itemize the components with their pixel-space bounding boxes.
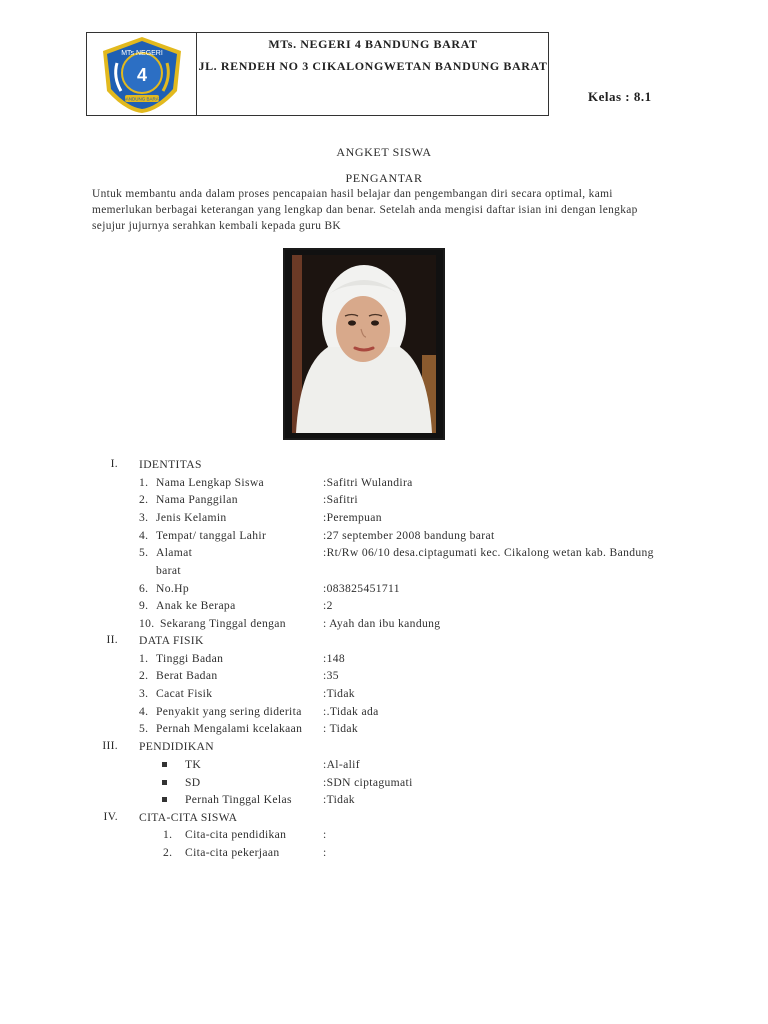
field-label: Anak ke Berapa [156, 599, 236, 612]
page-title: ANGKET SISWA [336, 145, 432, 159]
field-label: SD [185, 776, 201, 789]
section-title-identitas: IDENTITAS [139, 458, 202, 471]
school-logo-icon [87, 33, 197, 115]
logo-number: 4 [136, 65, 148, 85]
section-number: III. [102, 739, 118, 752]
field-label: Penyakit yang sering diderita [156, 705, 302, 718]
field-value: :083825451711 [323, 582, 400, 595]
field-label: Cita-cita pekerjaan [185, 846, 280, 859]
item-number: 5. [139, 722, 149, 735]
item-number: 3. [139, 687, 149, 700]
field-value: :Al-alif [323, 758, 360, 771]
field-value: :27 september 2008 bandung barat [323, 529, 495, 542]
item-number: 1. [139, 476, 149, 489]
field-label: Nama Panggilan [156, 493, 238, 506]
field-label: Cacat Fisik [156, 687, 213, 700]
intro-paragraph [92, 186, 672, 234]
intro-line: Untuk membantu anda dalam proses pencapaian hasil belajar dan pengembangan diri secara optimal, kami [92, 188, 613, 200]
section-title-data-fisik: DATA FISIK [139, 634, 204, 647]
field-label: Nama Lengkap Siswa [156, 476, 265, 489]
field-value: : Ayah dan ibu kandung [323, 617, 441, 630]
intro-line: sejujur jujurnya serahkan kembali kepada guru BK [92, 220, 341, 232]
section-number: II. [106, 633, 118, 646]
field-value: :Safitri Wulandira [323, 476, 413, 489]
bullet-icon [162, 762, 167, 767]
school-name: MTs. NEGERI 4 BANDUNG BARAT [268, 37, 478, 51]
item-number: 4. [139, 529, 149, 542]
section-title-cita-cita: CITA-CITA SISWA [139, 811, 238, 824]
field-label: Pernah Tinggal Kelas [185, 793, 292, 806]
field-value: :SDN ciptagumati [323, 776, 413, 789]
field-value: :Tidak [323, 793, 355, 806]
item-number: 5. [139, 546, 149, 559]
section-number: IV. [103, 810, 118, 823]
item-number: 1. [139, 652, 149, 665]
page-subtitle: PENGANTAR [345, 171, 423, 185]
field-label: No.Hp [156, 582, 189, 595]
section-number: I. [110, 457, 118, 470]
field-value: :Perempuan [323, 511, 382, 524]
field-value: : Tidak [323, 722, 358, 735]
field-value-continuation: barat [156, 564, 181, 577]
section-title-pendidikan: PENDIDIKAN [139, 740, 214, 753]
field-label: Sekarang Tinggal dengan [160, 617, 286, 630]
item-number: 2. [139, 669, 149, 682]
field-value: : [323, 846, 327, 859]
field-label: Tinggi Badan [156, 652, 224, 665]
logo-text-bottom: BANDUNG BARAT [122, 96, 162, 102]
field-label: Tempat/ tanggal Lahir [156, 529, 267, 542]
field-value: :Safitri [323, 493, 358, 506]
item-number: 9. [139, 599, 149, 612]
field-label: Pernah Mengalami kcelakaan [156, 722, 303, 735]
item-number: 6. [139, 582, 149, 595]
field-value: : [323, 828, 327, 841]
field-value: :148 [323, 652, 346, 665]
bullet-icon [162, 780, 167, 785]
item-number: 4. [139, 705, 149, 718]
logo-text-top: MTs NEGERI [121, 50, 163, 57]
field-label: Jenis Kelamin [156, 511, 227, 524]
kelas-label: Kelas : 8.1 [588, 89, 652, 104]
field-value: :2 [323, 599, 333, 612]
intro-line: memerlukan berbagai keterangan yang lengkap dan benar. Setelah anda mengisi daftar isian ini dengan lengkap [92, 204, 638, 216]
field-label: Berat Badan [156, 669, 218, 682]
logo-cell [87, 33, 197, 115]
school-address: JL. RENDEH NO 3 CIKALONGWETAN BANDUNG BARAT [198, 59, 548, 73]
field-value: :35 [323, 669, 339, 682]
student-photo [283, 248, 445, 440]
field-value: :Tidak [323, 687, 355, 700]
field-value: :.Tidak ada [323, 705, 379, 718]
field-label: Cita-cita pendidikan [185, 828, 287, 841]
item-number: 2. [139, 493, 149, 506]
field-label: Alamat [156, 546, 193, 559]
student-portrait-image [292, 255, 436, 433]
item-number: 1. [163, 828, 173, 841]
item-number: 2. [163, 846, 173, 859]
field-value: :Rt/Rw 06/10 desa.ciptagumati kec. Cikalong wetan kab. Bandung [323, 546, 654, 559]
item-number: 10. [139, 617, 155, 630]
item-number: 3. [139, 511, 149, 524]
bullet-icon [162, 797, 167, 802]
field-label: TK [185, 758, 202, 771]
header-table [86, 32, 549, 116]
